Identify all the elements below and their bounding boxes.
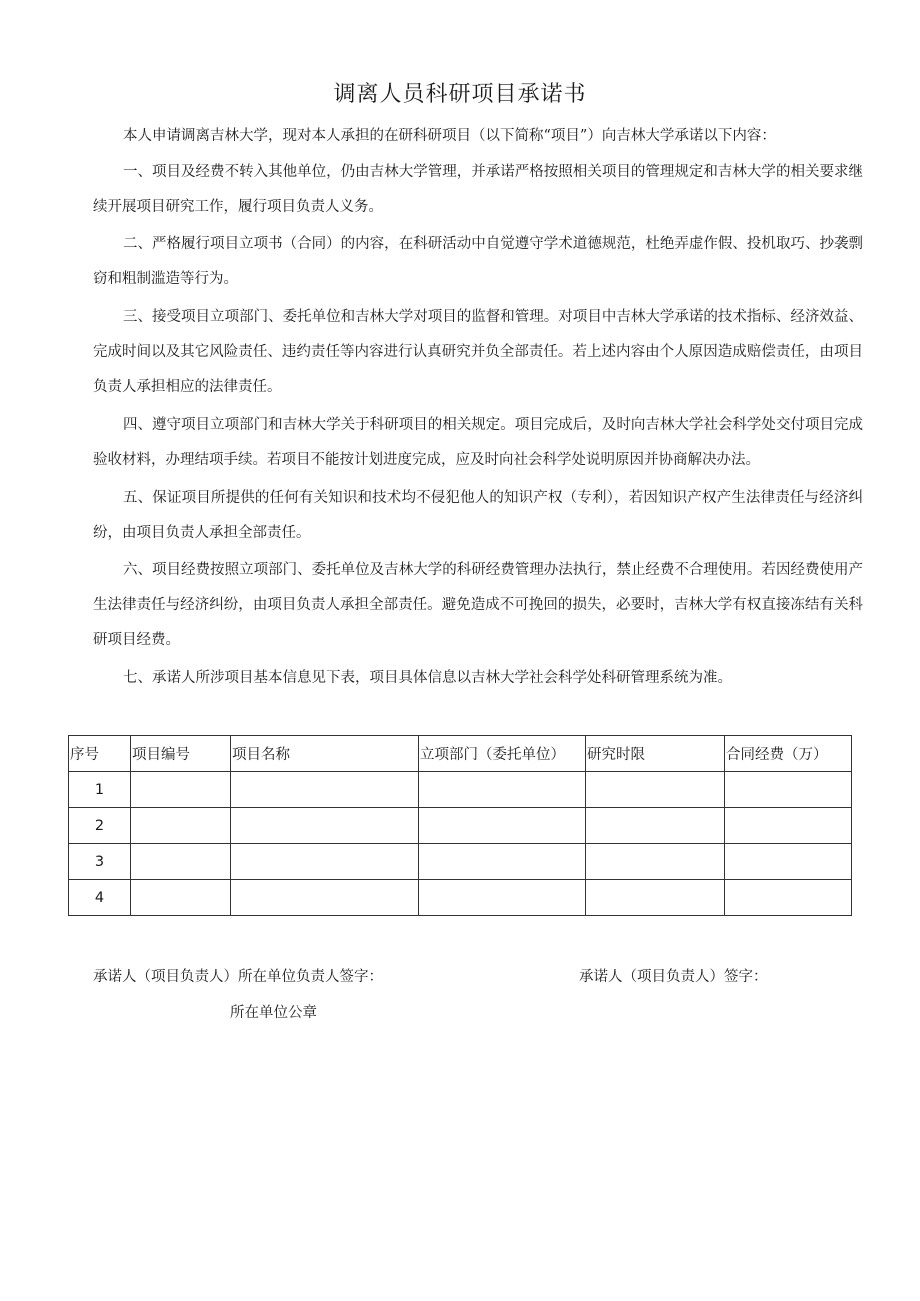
row-seq: 2 (69, 808, 131, 844)
unit-leader-signature-label: 承诺人（项目负责人）所在单位负责人签字： (93, 969, 383, 985)
cell-contract-funds[interactable] (725, 808, 852, 844)
clause-6-paragraph: 六、项目经费按照立项部门、委托单位及吉林大学的科研经费管理办法执行，禁止经费不合理使用。若因经费使用产生法律责任与经济纠纷，由项目负责人承担全部责任。避免造成不可挽回的损失，必要时，吉林大学有权直接冻结有关科研项目经费。 (93, 562, 863, 648)
header-project-name: 项目名称 (231, 736, 419, 772)
row-seq: 1 (69, 772, 131, 808)
intro-paragraph: 本人申请调离吉林大学，现对本人承担的在研科研项目（以下简称“项目”）向吉林大学承诺以下内容： (123, 128, 776, 144)
clause-5-paragraph: 五、保证项目所提供的任何有关知识和技术均不侵犯他人的知识产权（专利），若因知识产权产生法律责任与经济纠纷，由项目负责人承担全部责任。 (93, 490, 863, 541)
promisor-signature-label: 承诺人（项目负责人）签字： (579, 969, 768, 985)
table-row (69, 880, 852, 916)
table-header-row (69, 736, 852, 772)
cell-project-code[interactable] (131, 880, 231, 916)
header-research-period: 研究时限 (586, 736, 725, 772)
table-row (69, 844, 852, 880)
header-project-code: 项目编号 (131, 736, 231, 772)
table-row (69, 808, 852, 844)
clause-4-paragraph: 四、遵守项目立项部门和吉林大学关于科研项目的相关规定。项目完成后，及时向吉林大学社会科学处交付项目完成验收材料，办理结项手续。若项目不能按计划进度完成，应及时向社会科学处说明原因并协商解决办法。 (93, 417, 863, 468)
cell-project-name[interactable] (231, 880, 419, 916)
cell-department[interactable] (419, 880, 586, 916)
cell-project-code[interactable] (131, 808, 231, 844)
cell-project-name[interactable] (231, 808, 419, 844)
cell-contract-funds[interactable] (725, 880, 852, 916)
clause-3-paragraph: 三、接受项目立项部门、委托单位和吉林大学对项目的监督和管理。对项目中吉林大学承诺的技术指标、经济效益、完成时间以及其它风险责任、违约责任等内容进行认真研究并负全部责任。若上述内容由个人原因造成赔偿责任，由项目负责人承担相应的法律责任。 (93, 309, 863, 395)
cell-research-period[interactable] (586, 808, 725, 844)
header-contract-funds: 合同经费（万） (725, 736, 852, 772)
cell-project-code[interactable] (131, 772, 231, 808)
row-seq: 3 (69, 844, 131, 880)
document-title: 调离人员科研项目承诺书 (333, 82, 587, 107)
header-department: 立项部门（委托单位） (419, 736, 586, 772)
table-row (69, 772, 852, 808)
cell-department[interactable] (419, 844, 586, 880)
cell-project-name[interactable] (231, 844, 419, 880)
cell-project-name[interactable] (231, 772, 419, 808)
cell-department[interactable] (419, 808, 586, 844)
header-seq: 序号 (69, 736, 131, 772)
clause-7-paragraph: 七、承诺人所涉项目基本信息见下表，项目具体信息以吉林大学社会科学处科研管理系统为准。 (123, 670, 732, 686)
cell-contract-funds[interactable] (725, 772, 852, 808)
clause-2-paragraph: 二、严格履行项目立项书（合同）的内容，在科研活动中自觉遵守学术道德规范，杜绝弄虚作假、投机取巧、抄袭剽窃和粗制滥造等行为。 (93, 236, 863, 287)
clause-1-paragraph: 一、项目及经费不转入其他单位，仍由吉林大学管理，并承诺严格按照相关项目的管理规定和吉林大学的相关要求继续开展项目研究工作，履行项目负责人义务。 (93, 164, 863, 215)
cell-research-period[interactable] (586, 772, 725, 808)
project-info-table (68, 735, 852, 916)
cell-contract-funds[interactable] (725, 844, 852, 880)
cell-project-code[interactable] (131, 844, 231, 880)
cell-department[interactable] (419, 772, 586, 808)
unit-seal-label: 所在单位公章 (230, 1005, 317, 1021)
cell-research-period[interactable] (586, 844, 725, 880)
row-seq: 4 (69, 880, 131, 916)
cell-research-period[interactable] (586, 880, 725, 916)
